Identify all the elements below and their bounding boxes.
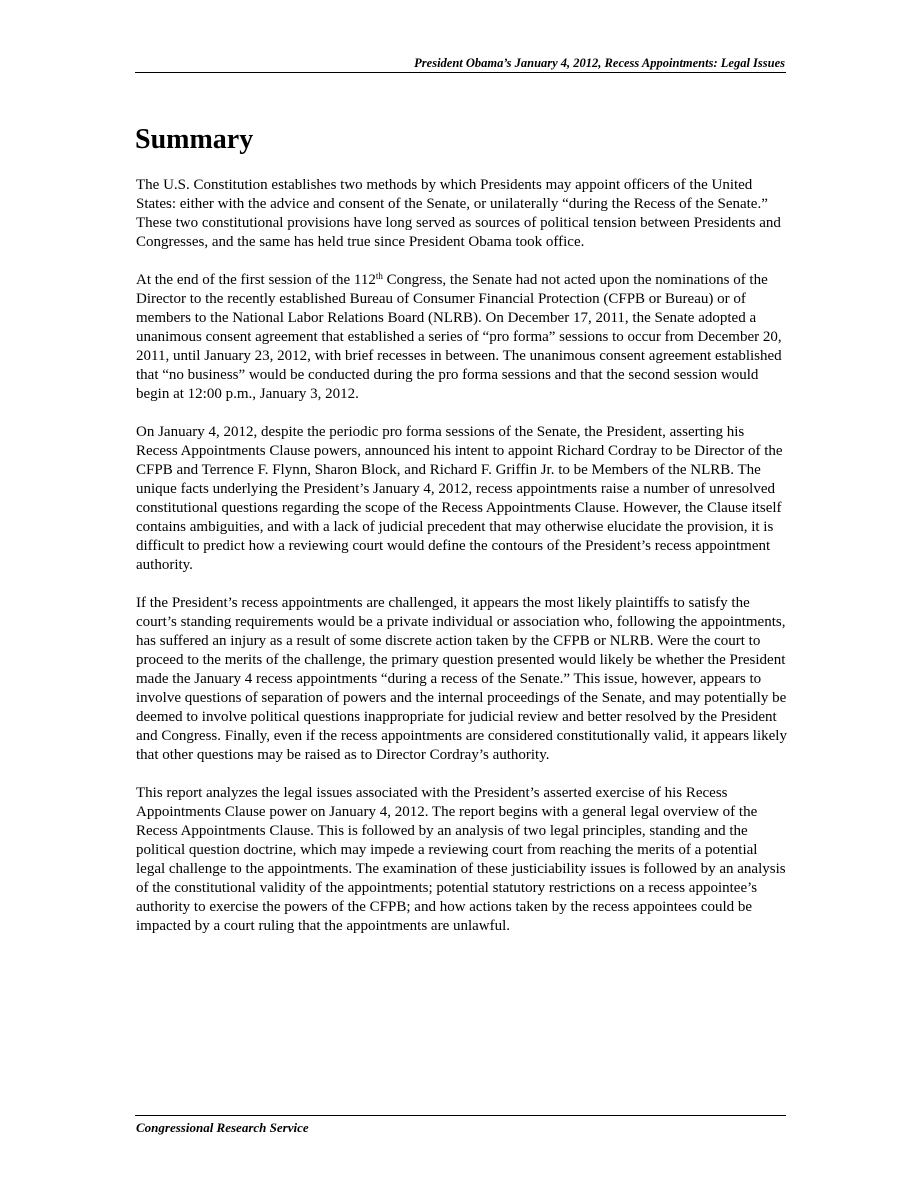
summary-body xyxy=(136,176,788,955)
summary-paragraph-4: If the President’s recess appointments are challenged, it appears the most likely plaintiffs to satisfy the court’s standing requirements would be a private individual or association who, following the appointments, has suffered an injury as a result of some discrete action taken by the CFPB or NLRB. Were the court to proceed to the merits of the challenge, the primary question presented would likely be whether the President made the January 4 recess appointments “during a recess of the Senate.” This issue, however, appears to involve questions of separation of powers and the internal proceedings of the Senate, and may potentially be deemed to involve political questions inappropriate for judicial review and better resolved by the President and Congress. Finally, even if the recess appointments are considered constitutionally valid, it appears likely that other questions may be raised as to Director Cordray’s authority. xyxy=(136,595,787,763)
header-rule xyxy=(135,72,786,73)
summary-paragraph-1: The U.S. Constitution establishes two methods by which Presidents may appoint officers of the United States: either with the advice and consent of the Senate, or unilaterally “during the Recess of the Senate.” These two constitutional provisions have long served as sources of political tension between Presidents and Congresses, and the same has held true since President Obama took office. xyxy=(136,177,781,250)
paragraph-2-start: At the end of the first session of the 112 xyxy=(136,272,376,288)
summary-paragraph-2 xyxy=(136,271,788,404)
summary-paragraph-3: On January 4, 2012, despite the periodic pro forma sessions of the Senate, the President, asserting his Recess Appointments Clause powers, announced his intent to appoint Richard Cordray to be Director of the CFPB and Terrence F. Flynn, Sharon Block, and Richard F. Griffin Jr. to be Members of the NLRB. The unique facts underlying the President’s January 4, 2012, recess appointments raise a number of unresolved constitutional questions regarding the scope of the Recess Appointments Clause. However, the Clause itself contains ambiguities, and with a lack of judicial precedent that may otherwise elucidate the provision, it is difficult to predict how a reviewing court would define the contours of the President’s recess appointment authority. xyxy=(136,424,783,573)
ordinal-superscript: th xyxy=(375,271,383,281)
running-header: President Obama’s January 4, 2012, Recess Appointments: Legal Issues xyxy=(414,56,785,70)
paragraph-2-rest: Congress, the Senate had not acted upon the nominations of the Director to the recently established Bureau of Consumer Financial Protection (CFPB or Bureau) or of members to the National Labor Relations Board (NLRB). On December 17, 2011, the Senate adopted a unanimous consent agreement that established a series of “pro forma” sessions to occur from December 20, 2011, until January 23, 2012, with brief recesses in between. The unanimous consent agreement established that “no business” would be conducted during the pro forma sessions and that the second session would begin at 12:00 p.m., January 3, 2012. xyxy=(136,272,782,402)
footer-publisher: Congressional Research Service xyxy=(136,1120,309,1135)
summary-paragraph-5: This report analyzes the legal issues associated with the President’s asserted exercise of his Recess Appointments Clause power on January 4, 2012. The report begins with a general legal overview of the Recess Appointments Clause. This is followed by an analysis of two legal principles, standing and the political question doctrine, which may impede a reviewing court from reaching the merits of a potential legal challenge to the appointments. The examination of these justiciability issues is followed by an analysis of the constitutional validity of the appointments; potential statutory restrictions on a recess appointee’s authority to exercise the powers of the CFPB; and how actions taken by the recess appointees could be impacted by a court ruling that the appointments are unlawful. xyxy=(136,785,786,934)
page-title: Summary xyxy=(135,124,254,155)
footer-rule xyxy=(135,1115,786,1116)
